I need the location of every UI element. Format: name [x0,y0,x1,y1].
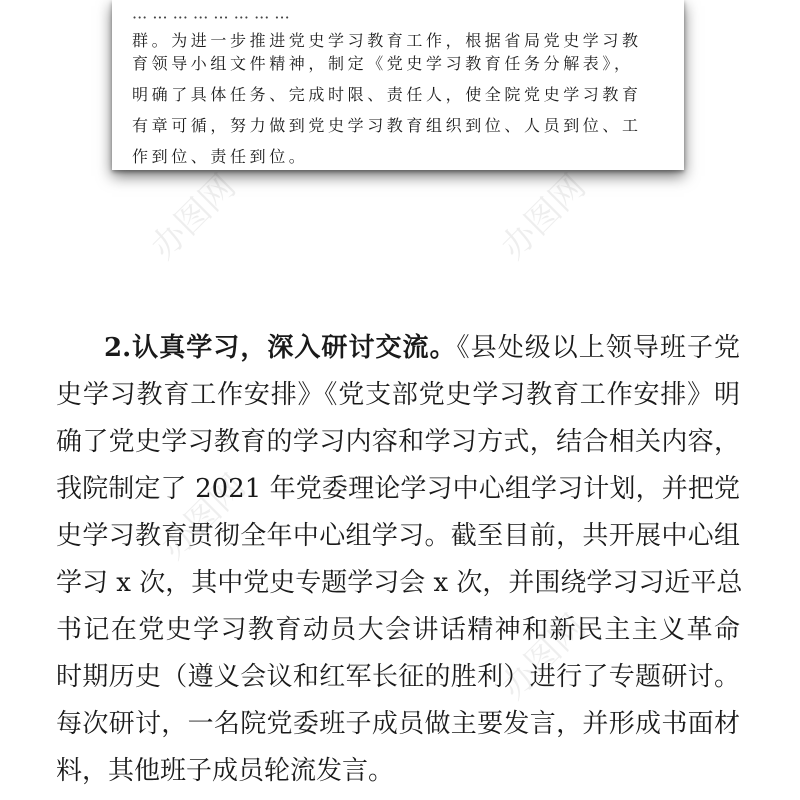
paragraph-line: 时期历史（遵义会议和红军长征的胜利）进行了专题研讨。 [56,662,740,692]
preview-line: 有章可循，努力做到党史学习教育组织到位、人员到位、工 [132,116,642,135]
watermark: 办图网 [143,166,244,268]
paragraph-first-line [104,335,740,361]
paragraph-line: 每次研讨，一名院党委班子成员做主要发言，并形成书面材 [56,709,740,739]
paragraph-last-line: 料，其他班子成员轮流发言。 [56,756,395,786]
paragraph-text: 《县处级以上领导班子党 [456,333,740,363]
paragraph-line: 史学习教育贯彻全年中心组学习。截至目前，共开展中心组 [56,521,740,551]
watermark: 办图网 [493,166,594,268]
preview-line: 作到位、责任到位。 [132,147,309,166]
watermark: 办图网 [153,466,254,568]
paragraph-line: 学习 x 次，其中党史专题学习会 x 次，并围绕学习习近平总 [56,568,743,598]
preview-line: 群。为进一步推进党史学习教育工作，根据省局党史学习教 [132,31,642,50]
paragraph-line: 书记在党史学习教育动员大会讲话精神和新民主主义革命 [56,615,740,645]
section-heading: 2.认真学习，深入研讨交流。 [104,333,457,363]
paragraph-line: 我院制定了 2021 年党委理论学习中心组学习计划，并把党 [56,474,740,504]
preview-line: 育领导小组文件精神，制定《党史学习教育任务分解表》， [132,54,634,73]
watermark: 办图网 [493,606,594,708]
paragraph-line: 确了党史学习教育的学习内容和学习方式，结合相关内容， [56,427,740,457]
preview-line: ··· ··· ··· ··· ··· ··· ··· ··· [132,8,290,27]
preview-line: 明确了具体任务、完成时限、责任人，使全院党史学习教育 [132,85,642,104]
paragraph-line: 史学习教育工作安排》《党支部党史学习教育工作安排》明 [56,380,740,410]
